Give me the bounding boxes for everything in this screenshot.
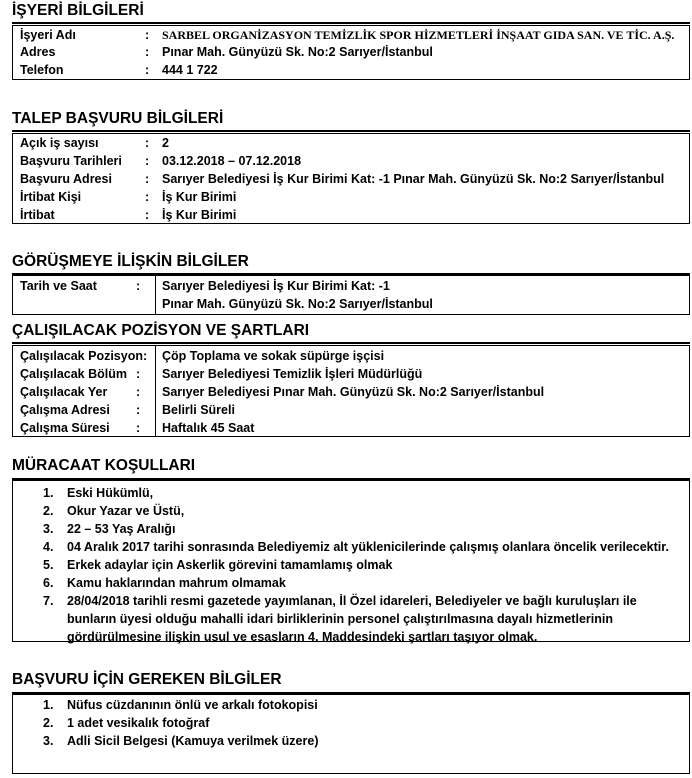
list-number: 1. [43, 698, 54, 712]
field-separator: : [145, 154, 150, 168]
list-number: 5. [43, 558, 54, 572]
field-value: 444 1 722 [162, 63, 218, 77]
field-value: Sarıyer Belediyesi Temizlik İşleri Müdürlüğü [162, 367, 423, 381]
field-separator: : [136, 403, 141, 417]
list-number: 1. [43, 486, 54, 500]
section-title-gorusme: GÖRÜŞMEYE İLİŞKİN BİLGİLER [12, 253, 249, 270]
list-text: 1 adet vesikalık fotoğraf [67, 716, 210, 730]
field-value: Çöp Toplama ve sokak süpürge işçisi [162, 349, 385, 363]
list-number: 6. [43, 576, 54, 590]
list-item [13, 714, 689, 732]
list-text: Kamu haklarından mahrum olmamak [67, 576, 286, 590]
isyeri-table [12, 25, 690, 80]
list-text: Erkek adaylar için Askerlik görevini tamamlamış olmak [67, 558, 393, 572]
list-item [13, 574, 689, 592]
field-separator: : [136, 367, 141, 381]
section-rule [12, 342, 690, 344]
list-item [13, 696, 689, 714]
list-text: Okur Yazar ve Üstü, [67, 504, 185, 518]
field-label: Çalışma Adresi [20, 403, 110, 417]
section-title-muracaat: MÜRACAAT KOŞULLARI [12, 457, 196, 474]
muracaat-box [12, 480, 690, 642]
field-separator: : [136, 385, 141, 399]
list-text: 22 – 53 Yaş Aralığı [67, 522, 176, 536]
list-text: bunların üyesi olduğu mahalli idari birliklerinin personel çalıştırılmasına dayalı hizmetlerinin [67, 612, 613, 626]
list-text: 04 Aralık 2017 tarihi sonrasında Belediyemiz alt yüklenicilerinde çalışmış olanlara öncelik verilecektir. [67, 540, 669, 554]
field-label: Çalışılacak Bölüm [20, 367, 127, 381]
section-title-talep: TALEP BAŞVURU BİLGİLERİ [12, 110, 224, 127]
field-value: Haftalık 45 Saat [162, 421, 255, 435]
field-value: İş Kur Birimi [162, 190, 237, 204]
muracaat-list [13, 484, 689, 646]
list-item [13, 538, 689, 556]
list-item [13, 484, 689, 502]
list-number: 2. [43, 716, 54, 730]
list-item [13, 502, 689, 520]
section-title-basvuru: BAŞVURU İÇİN GEREKEN BİLGİLER [12, 671, 282, 688]
section-title-isyeri: İŞYERİ BİLGİLERİ [12, 2, 144, 19]
list-text: Eski Hükümlü, [67, 486, 154, 500]
field-label: Tarih ve Saat [20, 279, 97, 293]
field-label: Telefon [20, 63, 64, 77]
field-separator: : [145, 45, 150, 59]
field-label: Çalışılacak Pozisyon: [20, 349, 148, 363]
field-label: Başvuru Tarihleri [20, 154, 122, 168]
list-text: 28/04/2018 tarihli resmi gazetede yayımlanan, İl Özel idareleri, Belediyeler ve bağlı kuruluşları ile [67, 594, 637, 608]
section-rule [12, 22, 690, 24]
field-label: Başvuru Adresi [20, 172, 112, 186]
field-label: İşyeri Adı [20, 28, 76, 42]
field-value: 2 [162, 136, 169, 150]
list-item [13, 592, 689, 646]
section-rule [12, 130, 690, 132]
field-separator: : [145, 190, 150, 204]
column-divider [155, 276, 156, 314]
field-separator: : [145, 136, 150, 150]
field-value: 03.12.2018 – 07.12.2018 [162, 154, 302, 168]
field-value: Sarıyer Belediyesi İş Kur Birimi Kat: -1 [162, 279, 390, 293]
field-value: Belirli Süreli [162, 403, 235, 417]
list-number: 7. [43, 594, 54, 608]
field-separator: : [136, 279, 141, 293]
basvuru-list [13, 696, 689, 750]
field-separator: : [145, 28, 150, 42]
section-title-pozisyon: ÇALIŞILACAK POZİSYON VE ŞARTLARI [12, 322, 310, 339]
field-value: İş Kur Birimi [162, 208, 237, 222]
field-separator: : [145, 63, 150, 77]
list-number: 3. [43, 522, 54, 536]
list-text: gördürülmesine ilişkin usul ve esasların 4. Maddesindeki şartları taşıyor olmak. [67, 630, 538, 644]
list-item [13, 520, 689, 538]
field-value: Sarıyer Belediyesi Pınar Mah. Günyüzü Sk. No:2 Sarıyer/İstanbul [162, 385, 545, 399]
column-divider [155, 346, 156, 436]
talep-table [12, 133, 690, 224]
field-label: Açık iş sayısı [20, 136, 99, 150]
basvuru-box [12, 694, 690, 774]
list-number: 4. [43, 540, 54, 554]
field-label: İrtibat Kişi [20, 190, 82, 204]
list-number: 3. [43, 734, 54, 748]
field-label: Adres [20, 45, 56, 59]
field-separator: : [145, 172, 150, 186]
field-value: Sarıyer Belediyesi İş Kur Birimi Kat: -1 Pınar Mah. Günyüzü Sk. No:2 Sarıyer/İstanbul [162, 172, 665, 186]
field-value: SARBEL ORGANİZASYON TEMİZLİK SPOR HİZMETLERİ İNŞAAT GIDA SAN. VE TİC. A.Ş. [162, 28, 675, 42]
pozisyon-table [12, 345, 690, 437]
list-number: 2. [43, 504, 54, 518]
list-item [13, 732, 689, 750]
field-value: Pınar Mah. Günyüzü Sk. No:2 Sarıyer/İstanbul [162, 297, 433, 311]
field-separator: : [145, 208, 150, 222]
gorusme-table [12, 275, 690, 315]
field-value: Pınar Mah. Günyüzü Sk. No:2 Sarıyer/İstanbul [162, 45, 433, 59]
list-item [13, 556, 689, 574]
list-text: Nüfus cüzdanının önlü ve arkalı fotokopisi [67, 698, 318, 712]
field-label: Çalışılacak Yer [20, 385, 108, 399]
field-label: İrtibat [20, 208, 55, 222]
field-separator: : [136, 421, 141, 435]
list-text: Adli Sicil Belgesi (Kamuya verilmek üzere) [67, 734, 319, 748]
field-label: Çalışma Süresi [20, 421, 110, 435]
